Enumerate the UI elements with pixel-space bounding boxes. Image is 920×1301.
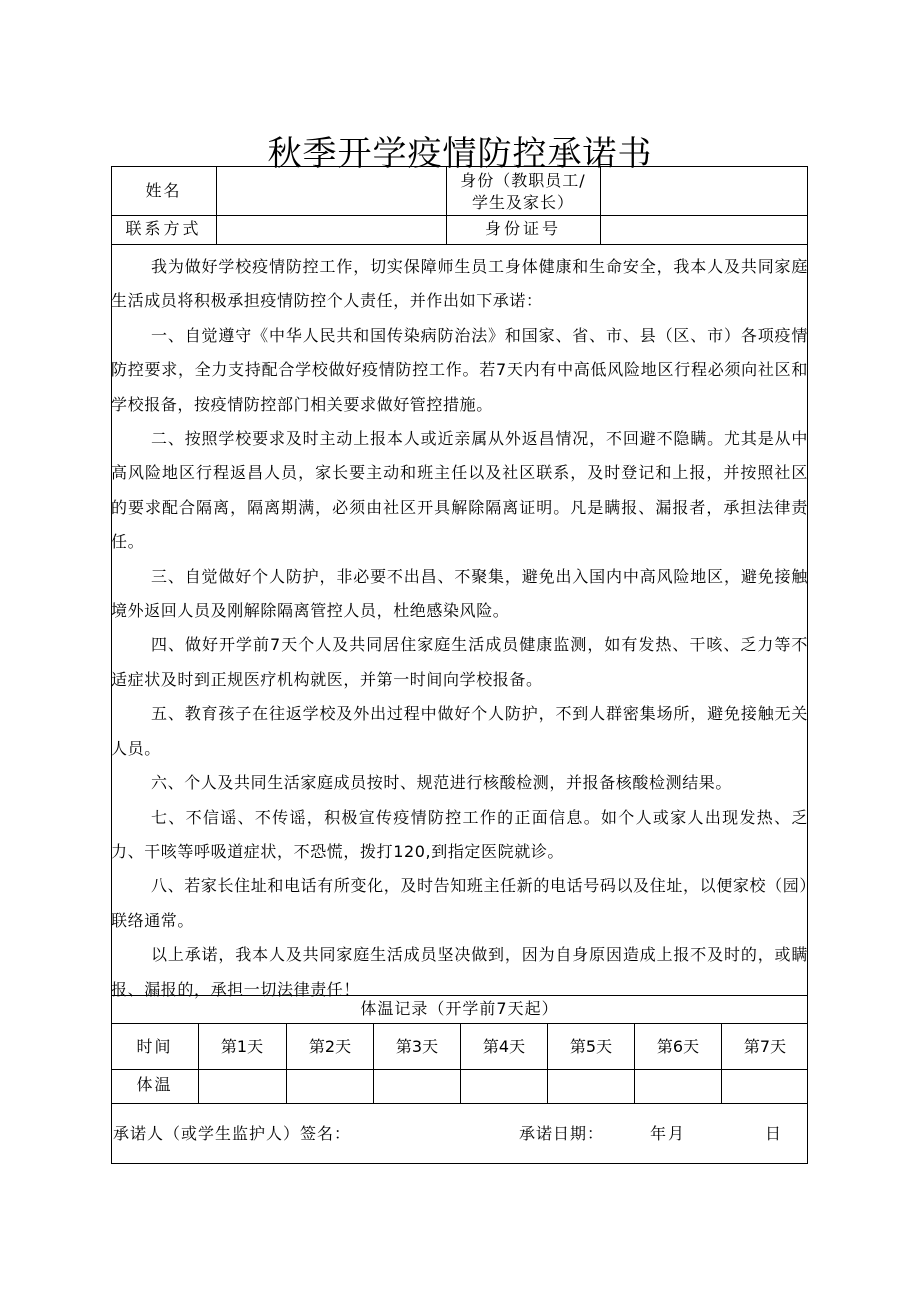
temp-cell-day-5[interactable] (548, 1070, 633, 1102)
commitment-paragraph: 二、按照学校要求及时主动上报本人或近亲属从外返昌情况，不回避不隐瞒。尤其是从中高风险地区行程返昌人员，家长要主动和班主任以及社区联系，及时登记和上报，并按照社区的要求配合隔离，隔离期满，必须由社区开具解除隔离证明。凡是瞒报、漏报者，承担法律责任。 (111, 429, 808, 552)
signer-field[interactable] (360, 1112, 510, 1156)
commitment-paragraph: 三、自觉做好个人防护，非必要不出昌、不聚集，避免出入国内中高风险地区，避免接触境外返回人员及刚解除隔离管控人员，杜绝感染风险。 (111, 566, 808, 621)
day-4-label: 第4天 (482, 1037, 526, 1056)
temperature-header: 体温记录（开学前7天起） (360, 999, 559, 1018)
day-6-label: 第6天 (656, 1037, 700, 1056)
commitment-paragraph: 一、自觉遵守《中华人民共和国传染病防治法》和国家、省、市、县（区、市）各项疫情防控要求，全力支持配合学校做好疫情防控工作。若7天内有中高低风险地区行程必须向社区和学校报备，按疫情防控部门相关要求做好管控措施。 (111, 325, 808, 414)
day-7-label: 第7天 (743, 1037, 787, 1056)
identity-label-line2: 学生及家长） (471, 193, 574, 212)
temp-cell-day-1[interactable] (199, 1070, 285, 1102)
temp-cell-day-4[interactable] (461, 1070, 546, 1102)
date-label: 承诺日期： (519, 1124, 605, 1143)
temp-cell-day-6[interactable] (635, 1070, 720, 1102)
identity-label-line1: 身份（教职员工/ (460, 171, 586, 190)
divider-row-2 (111, 244, 808, 245)
day-3-label: 第3天 (395, 1037, 439, 1056)
id-number-label: 身份证号 (484, 219, 561, 238)
date-year-month: 年月 (650, 1124, 687, 1143)
divider-temp-value (111, 1103, 808, 1104)
temp-cell-day-7[interactable] (722, 1070, 807, 1102)
commitment-paragraph: 五、教育孩子在往返学校及外出过程中做好个人防护，不到人群密集场所，避免接触无关人员。 (111, 704, 808, 758)
commitment-paragraph: 我为做好学校疫情防控工作，切实保障师生员工身体健康和生命安全，我本人及共同家庭生活成员将积极承担疫情防控个人责任，并作出如下承诺： (111, 257, 808, 311)
contact-field[interactable] (217, 216, 445, 243)
commitment-paragraph: 四、做好开学前7天个人及共同居住家庭生活成员健康监测，如有发热、干咳、乏力等不适症状及时到正规医疗机构就医，并第一时间向学校报备。 (111, 635, 808, 689)
id-number-field[interactable] (601, 216, 807, 243)
date-day: 日 (765, 1124, 784, 1143)
commitment-body (111, 250, 808, 1007)
temp-cell-day-3[interactable] (374, 1070, 459, 1102)
commitment-paragraph: 八、若家长住址和电话有所变化，及时告知班主任新的电话号码以及住址，以便家校（园）联络通常。 (111, 876, 808, 930)
commitment-paragraph: 六、个人及共同生活家庭成员按时、规范进行核酸检测，并报备核酸检测结果。 (151, 773, 733, 793)
day-5-label: 第5天 (569, 1037, 613, 1056)
temp-label: 体温 (136, 1075, 173, 1094)
identity-field[interactable] (601, 167, 807, 214)
page-title: 秋季开学疫情防控承诺书 (267, 134, 653, 174)
day-2-label: 第2天 (308, 1037, 352, 1056)
name-label: 姓名 (145, 181, 182, 200)
contact-label: 联系方式 (125, 219, 202, 238)
commitment-paragraph: 七、不信谣、不传谣，积极宣传疫情防控工作的正面信息。如个人或家人出现发热、乏力、干咳等呼吸道症状，不恐慌，拨打120,到指定医院就诊。 (111, 807, 808, 861)
time-label: 时间 (136, 1037, 173, 1056)
day-1-label: 第1天 (220, 1037, 264, 1056)
name-field[interactable] (217, 167, 445, 214)
commitment-paragraph: 以上承诺，我本人及共同家庭生活成员坚决做到，因为自身原因造成上报不及时的，或瞒报、漏报的，承担一切法律责任！ (111, 945, 808, 999)
temp-cell-day-2[interactable] (287, 1070, 372, 1102)
signer-label: 承诺人（或学生监护人）签名： (113, 1124, 352, 1143)
